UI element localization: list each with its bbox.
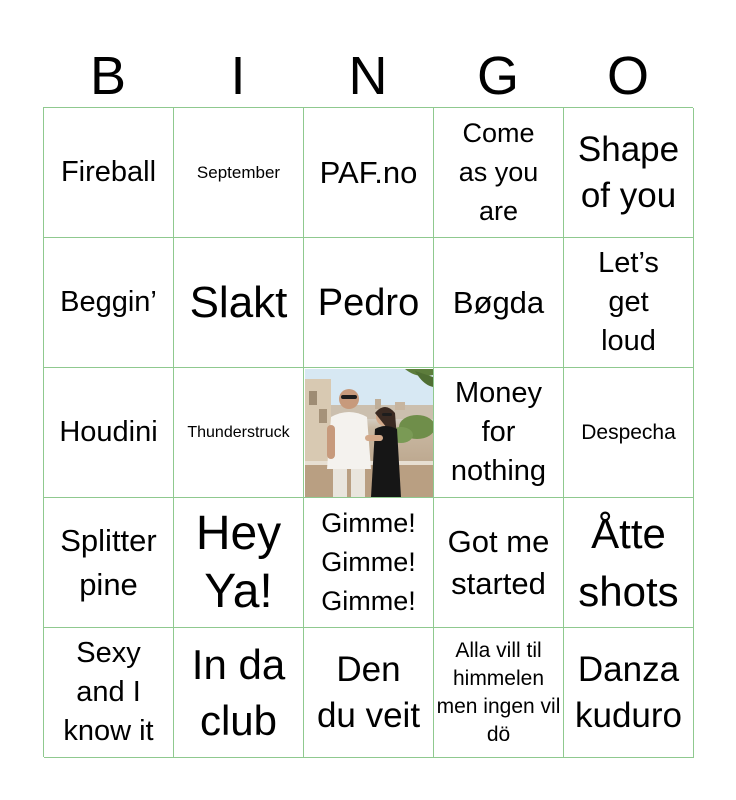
bingo-cell[interactable]: [44, 238, 174, 368]
header-letter-o: O: [606, 46, 649, 106]
cell-text: Beggin’: [60, 286, 157, 318]
cell-text: Danza kuduro: [574, 649, 683, 735]
bingo-cell[interactable]: [174, 628, 304, 758]
cell-text: Den du veit: [316, 649, 421, 735]
cell-text: Slakt: [189, 277, 288, 327]
cell-text: PAF.no: [319, 154, 418, 190]
header-letter-g: G: [476, 46, 519, 106]
cell-text: Come as you are: [458, 118, 539, 226]
cell-text: Shape of you: [577, 129, 680, 215]
cell-text: Fireball: [60, 156, 157, 188]
bingo-cell[interactable]: [434, 628, 564, 758]
cell-text: September: [196, 162, 281, 182]
cell-text: Hey Ya!: [195, 506, 282, 618]
cell-text: Despecha: [581, 420, 676, 444]
bingo-cell[interactable]: [44, 108, 174, 238]
bingo-cell[interactable]: [304, 498, 434, 628]
bingo-cell[interactable]: [564, 238, 694, 368]
bingo-cell[interactable]: [564, 108, 694, 238]
cell-text: Pedro: [317, 281, 420, 324]
bingo-cell[interactable]: [304, 108, 434, 238]
cell-text: Houdini: [59, 416, 158, 448]
bingo-cell[interactable]: [434, 368, 564, 498]
bingo-grid: [43, 107, 693, 757]
bingo-cell[interactable]: [564, 368, 694, 498]
bingo-cell[interactable]: [304, 238, 434, 368]
cell-text: Alla vill til himmelen men ingen vil dö: [436, 638, 561, 746]
bingo-cell[interactable]: [564, 498, 694, 628]
bingo-cell[interactable]: [44, 498, 174, 628]
cell-text: Åtte shots: [578, 509, 679, 615]
header-letter-i: I: [230, 46, 246, 106]
couple-photo-illustration: [305, 369, 433, 497]
couple-photo: [305, 369, 433, 497]
cell-text: Thunderstruck: [187, 423, 290, 441]
bingo-cell[interactable]: [174, 498, 304, 628]
cell-text: Bøgda: [452, 284, 545, 320]
cell-text: Splitter pine: [60, 522, 157, 602]
bingo-cell[interactable]: [564, 628, 694, 758]
header-letter-b: B: [89, 46, 127, 106]
bingo-cell[interactable]: [174, 238, 304, 368]
cell-text: Got me started: [447, 523, 550, 601]
cell-text: Gimme! Gimme! Gimme!: [321, 508, 416, 616]
bingo-cell[interactable]: [304, 628, 434, 758]
bingo-cell[interactable]: [174, 368, 304, 498]
cell-text: Let’s get loud: [598, 247, 659, 357]
cell-text: Money for nothing: [450, 377, 547, 487]
bingo-cell[interactable]: [44, 628, 174, 758]
bingo-cell[interactable]: [174, 108, 304, 238]
free-space-photo-cell[interactable]: [304, 368, 434, 498]
bingo-cell[interactable]: [434, 238, 564, 368]
bingo-header: [43, 45, 693, 107]
bingo-cell[interactable]: [434, 498, 564, 628]
bingo-cell[interactable]: [44, 368, 174, 498]
bingo-cell[interactable]: [434, 108, 564, 238]
header-letter-n: N: [348, 46, 388, 106]
cell-text: In da club: [191, 640, 286, 744]
cell-text: Sexy and I know it: [63, 637, 154, 747]
